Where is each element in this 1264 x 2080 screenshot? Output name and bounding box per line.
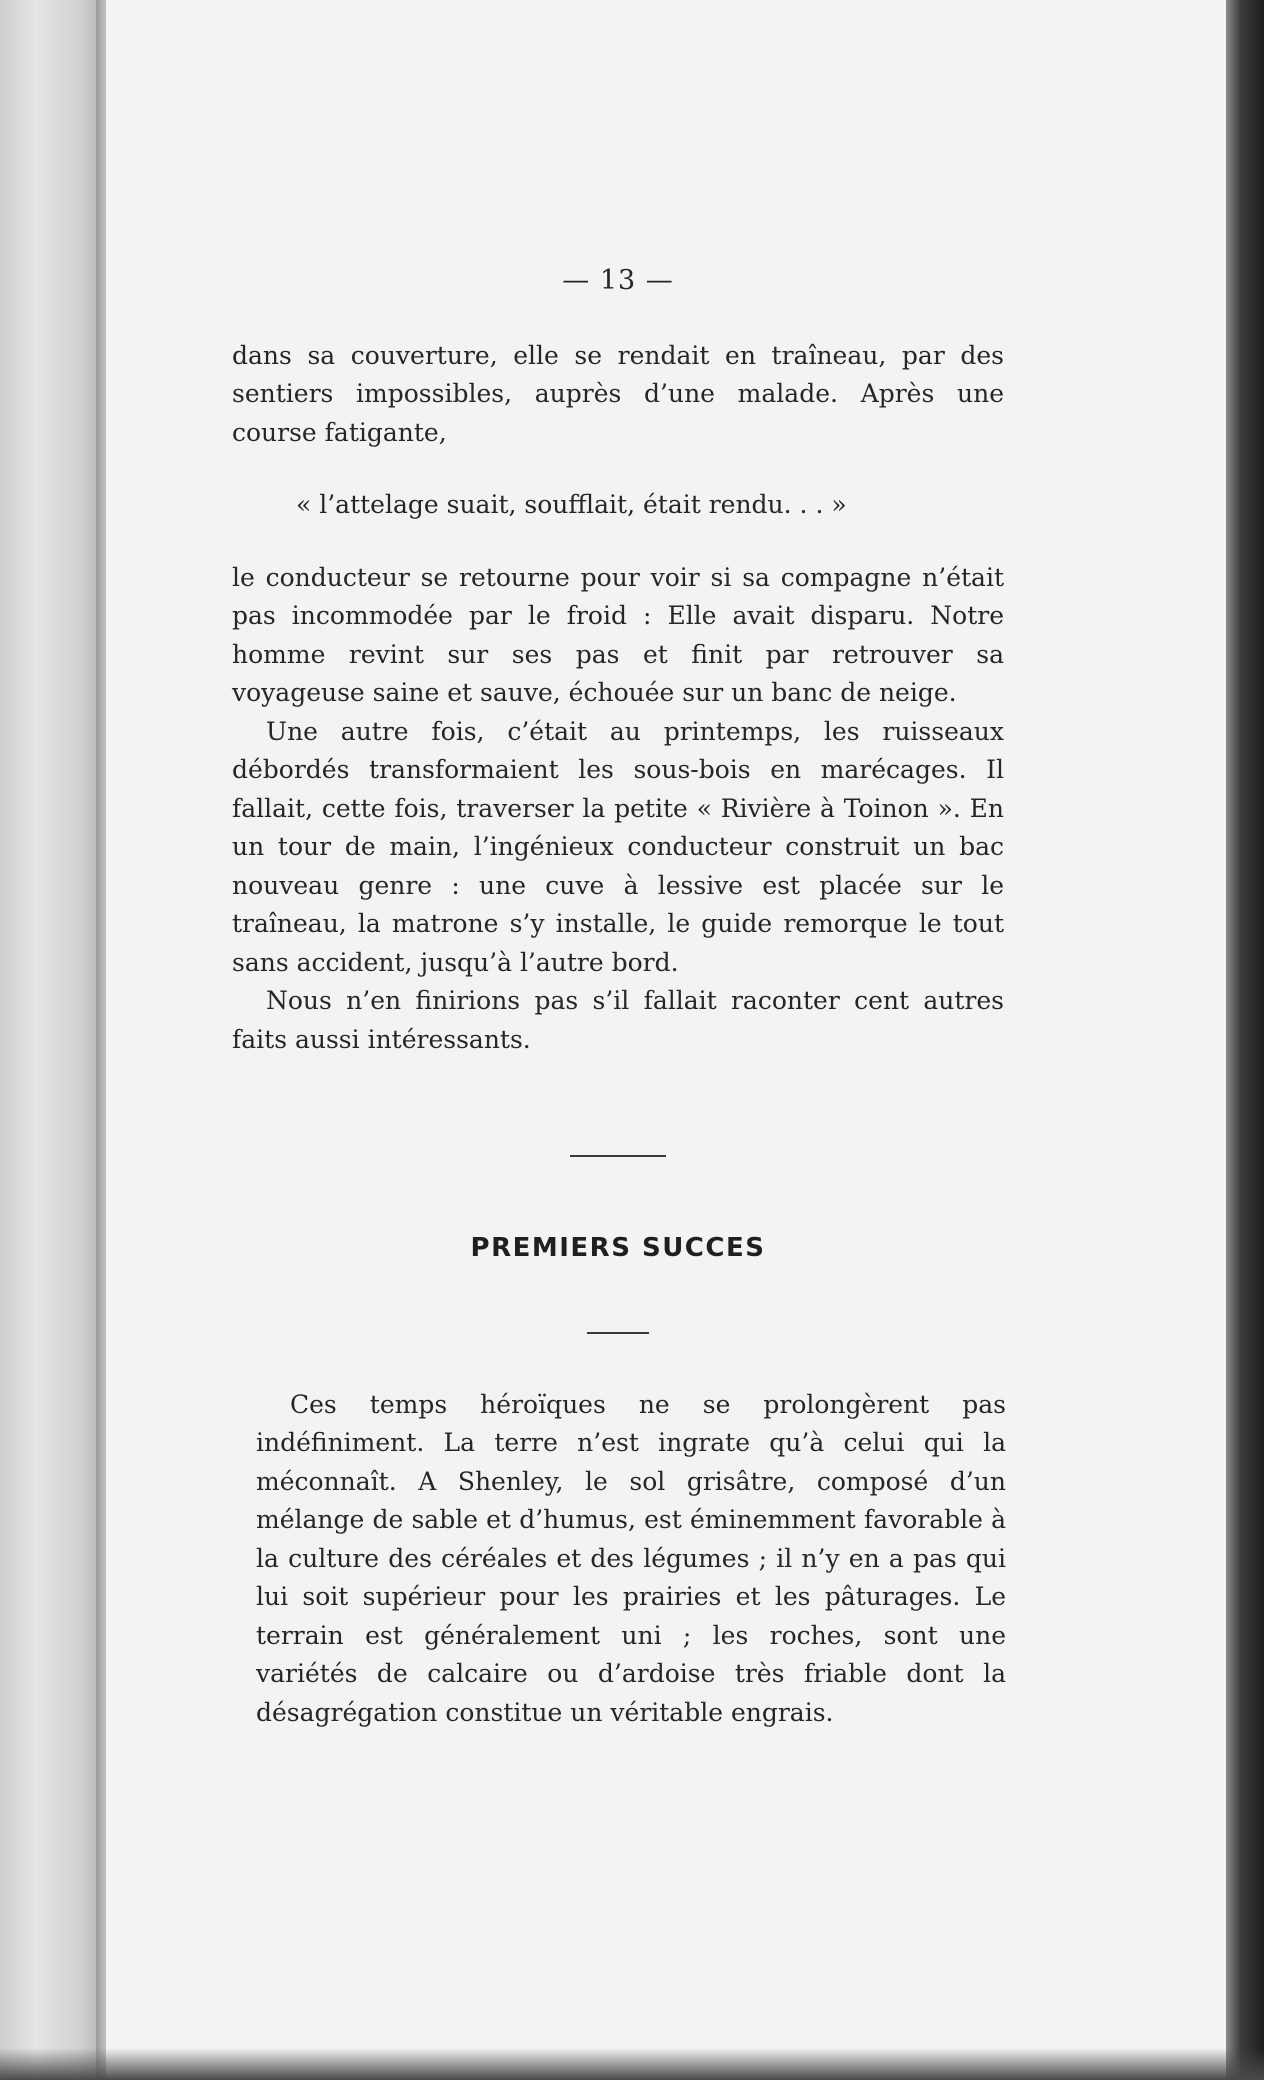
- quotation: « l’attelage suait, soufflait, était rendu. . . »: [296, 490, 847, 519]
- page-content: [232, 262, 1004, 1732]
- section-heading: PREMIERS SUCCES: [470, 1233, 766, 1263]
- section-divider-top: [570, 1155, 666, 1157]
- bottom-shadow: [0, 2048, 1264, 2080]
- paragraph-closing: Nous n’en finirions pas s’il fallait raconter cent autres faits aussi intéressants.: [232, 986, 1004, 1054]
- section-divider-bottom: [587, 1332, 649, 1334]
- paragraph-continuation: dans sa couverture, elle se rendait en traîneau, par des sentiers impossibles, auprès d’une malade. Après une course fatigante,: [232, 340, 1004, 447]
- paragraph-conductor: le conducteur se retourne pour voir si sa compagne n’était pas incommodée par le froid : Elle avait disparu. Notre homme revint sur ses pas et finit par retrouver sa voyageuse saine et sauve, échouée sur un banc de neige.: [232, 562, 1004, 707]
- right-page-edge: [1226, 0, 1264, 2080]
- paragraph-soil: Ces temps héroïques ne se prolongèrent pas indéfiniment. La terre n’est ingrate qu’à celui qui la méconnaît. A Shenley, le sol grisâtre, composé d’un mélange de sable et d’humus, est éminemment favorable à la culture des céréales et des légumes ; il n’y en a pas qui lui soit supérieur pour les prairies et les pâturages. Le terrain est généralement uni ; les roches, sont une variétés de calcaire ou d’ardoise très friable dont la désagrégation constitue un véritable engrais.: [256, 1389, 1006, 1727]
- paragraph-spring: Une autre fois, c’était au printemps, les ruisseaux débordés transformaient les sous-bois en marécages. Il fallait, cette fois, traverser la petite « Rivière à Toinon ». En un tour de main, l’ingénieux conducteur construit un bac nouveau genre : une cuve à lessive est placée sur le traîneau, la matrone s’y installe, le guide remorque le tout sans accident, jusqu’à l’autre bord.: [232, 716, 1004, 977]
- page-number: — 13 —: [562, 265, 674, 296]
- left-page-edge: [0, 0, 104, 2080]
- section-body: [256, 1386, 1006, 1733]
